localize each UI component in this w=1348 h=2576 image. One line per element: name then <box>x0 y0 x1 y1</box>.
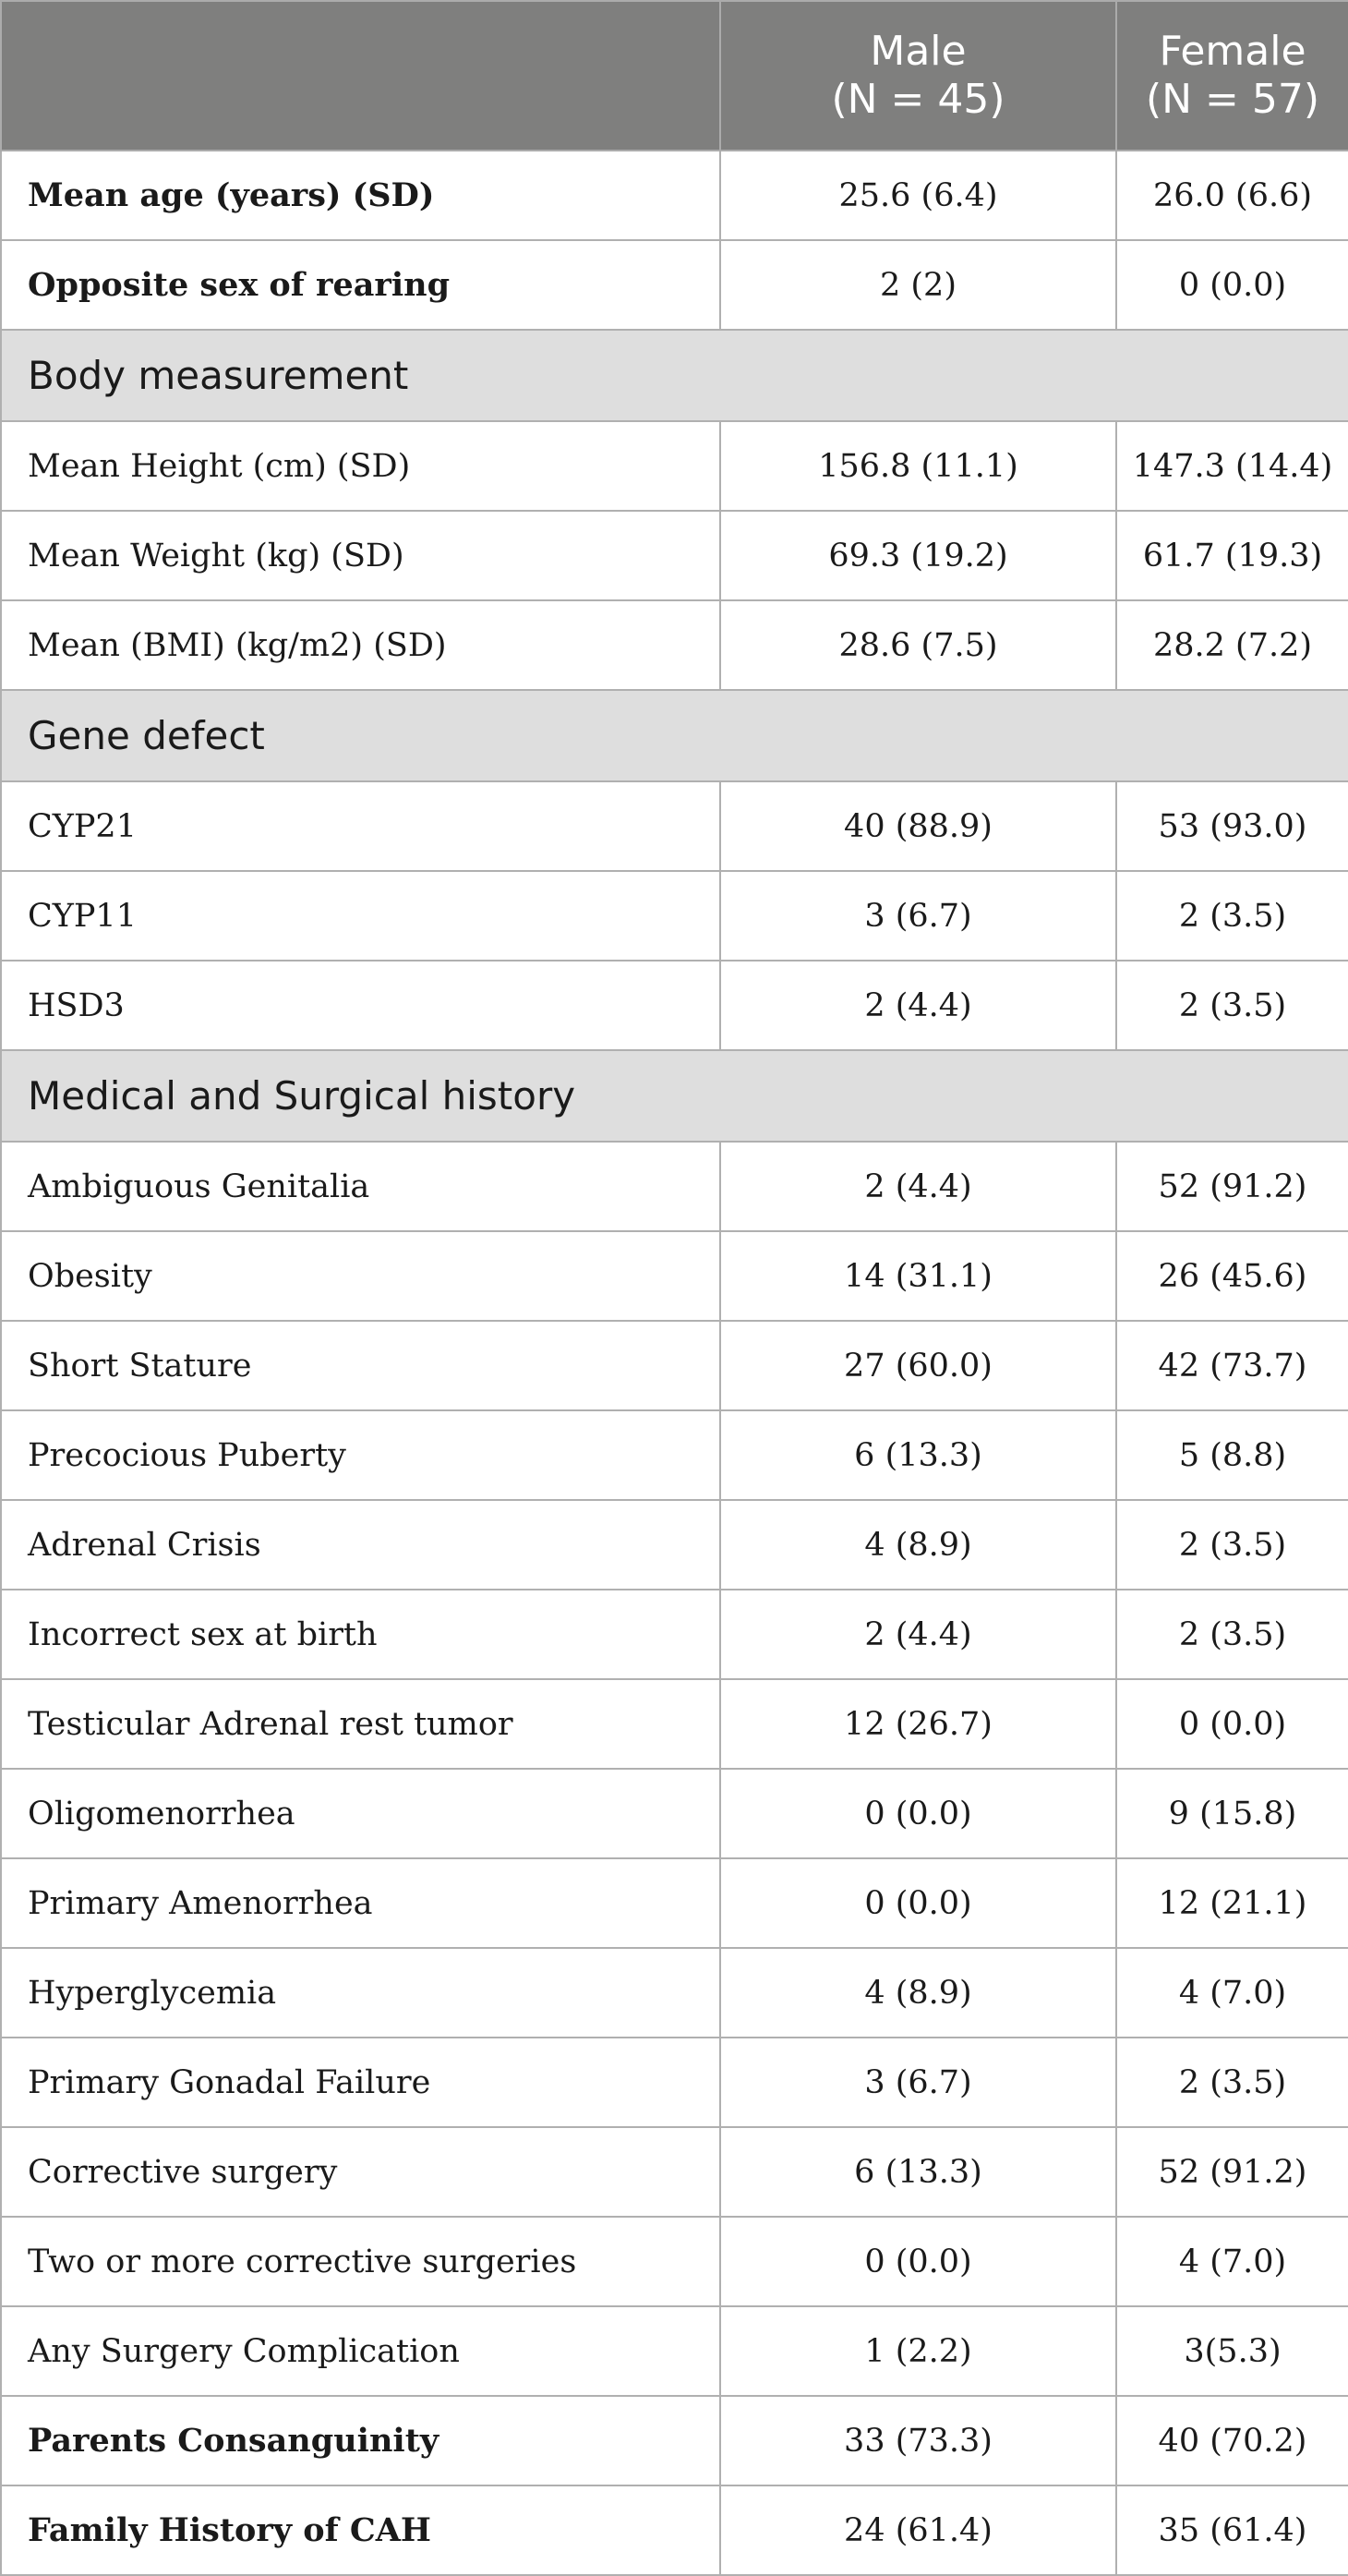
female-value: 26 (45.6) <box>1116 1231 1348 1321</box>
row-label: Corrective surgery <box>1 2127 720 2217</box>
row-oligomenorrhea <box>1 1769 1348 1858</box>
male-label: Male <box>870 28 967 75</box>
section-title: Gene defect <box>1 690 1348 781</box>
male-value: 40 (88.9) <box>720 781 1116 871</box>
female-label: Female <box>1159 28 1306 75</box>
row-label: Obesity <box>1 1231 720 1321</box>
row-label: Oligomenorrhea <box>1 1769 720 1858</box>
male-value: 33 (73.3) <box>720 2396 1116 2485</box>
row-ambiguous-genitalia <box>1 1142 1348 1231</box>
male-value: 2 (4.4) <box>720 1142 1116 1231</box>
female-value: 0 (0.0) <box>1116 240 1348 330</box>
female-value: 53 (93.0) <box>1116 781 1348 871</box>
female-value: 2 (3.5) <box>1116 961 1348 1050</box>
male-value: 2 (4.4) <box>720 961 1116 1050</box>
row-gonadal-failure <box>1 2038 1348 2127</box>
row-cyp21 <box>1 781 1348 871</box>
row-two-or-more-surgeries <box>1 2217 1348 2306</box>
row-label: Parents Consanguinity <box>1 2396 720 2485</box>
female-value: 52 (91.2) <box>1116 1142 1348 1231</box>
row-label: Mean Height (cm) (SD) <box>1 421 720 511</box>
header-male <box>720 1 1116 151</box>
male-value: 3 (6.7) <box>720 2038 1116 2127</box>
male-value: 24 (61.4) <box>720 2485 1116 2575</box>
female-value: 0 (0.0) <box>1116 1679 1348 1769</box>
row-label: Mean Weight (kg) (SD) <box>1 511 720 600</box>
row-hyperglycemia <box>1 1948 1348 2038</box>
male-value: 25.6 (6.4) <box>720 151 1116 240</box>
row-label: Primary Gonadal Failure <box>1 2038 720 2127</box>
row-surgery-complication <box>1 2306 1348 2396</box>
row-parents-consanguinity <box>1 2396 1348 2485</box>
header-empty-cell <box>1 1 720 151</box>
row-precocious-puberty <box>1 1410 1348 1500</box>
row-label: Adrenal Crisis <box>1 1500 720 1590</box>
female-value: 61.7 (19.3) <box>1116 511 1348 600</box>
female-value: 4 (7.0) <box>1116 2217 1348 2306</box>
male-value: 2 (2) <box>720 240 1116 330</box>
male-value: 6 (13.3) <box>720 2127 1116 2217</box>
female-value: 147.3 (14.4) <box>1116 421 1348 511</box>
male-value: 1 (2.2) <box>720 2306 1116 2396</box>
male-value: 2 (4.4) <box>720 1590 1116 1679</box>
row-label: Testicular Adrenal rest tumor <box>1 1679 720 1769</box>
row-label: CYP11 <box>1 871 720 961</box>
row-label: Short Stature <box>1 1321 720 1410</box>
section-medical-surgical <box>1 1050 1348 1142</box>
row-label: Precocious Puberty <box>1 1410 720 1500</box>
male-value: 4 (8.9) <box>720 1948 1116 2038</box>
row-label: Two or more corrective surgeries <box>1 2217 720 2306</box>
row-primary-amenorrhea <box>1 1858 1348 1948</box>
female-value: 52 (91.2) <box>1116 2127 1348 2217</box>
row-label: Mean age (years) (SD) <box>1 151 720 240</box>
male-value: 27 (60.0) <box>720 1321 1116 1410</box>
female-value: 2 (3.5) <box>1116 871 1348 961</box>
section-body-measurement <box>1 330 1348 421</box>
row-adrenal-crisis <box>1 1500 1348 1590</box>
row-label: Ambiguous Genitalia <box>1 1142 720 1231</box>
male-value: 156.8 (11.1) <box>720 421 1116 511</box>
male-value: 0 (0.0) <box>720 1858 1116 1948</box>
row-weight <box>1 511 1348 600</box>
row-label: Incorrect sex at birth <box>1 1590 720 1679</box>
female-value: 2 (3.5) <box>1116 1590 1348 1679</box>
male-value: 12 (26.7) <box>720 1679 1116 1769</box>
female-n: (N = 57) <box>1145 76 1320 123</box>
row-incorrect-sex <box>1 1590 1348 1679</box>
female-value: 26.0 (6.6) <box>1116 151 1348 240</box>
row-short-stature <box>1 1321 1348 1410</box>
male-value: 0 (0.0) <box>720 1769 1116 1858</box>
row-cyp11 <box>1 871 1348 961</box>
female-value: 9 (15.8) <box>1116 1769 1348 1858</box>
section-title: Medical and Surgical history <box>1 1050 1348 1142</box>
male-value: 69.3 (19.2) <box>720 511 1116 600</box>
male-value: 3 (6.7) <box>720 871 1116 961</box>
row-corrective-surgery <box>1 2127 1348 2217</box>
female-value: 42 (73.7) <box>1116 1321 1348 1410</box>
header-row <box>1 1 1348 151</box>
row-opposite-sex <box>1 240 1348 330</box>
row-family-history <box>1 2485 1348 2575</box>
female-value: 4 (7.0) <box>1116 1948 1348 2038</box>
row-obesity <box>1 1231 1348 1321</box>
row-label: Opposite sex of rearing <box>1 240 720 330</box>
row-bmi <box>1 600 1348 690</box>
female-value: 2 (3.5) <box>1116 1500 1348 1590</box>
female-value: 3(5.3) <box>1116 2306 1348 2396</box>
section-title: Body measurement <box>1 330 1348 421</box>
row-testicular-tumor <box>1 1679 1348 1769</box>
section-gene-defect <box>1 690 1348 781</box>
row-hsd3 <box>1 961 1348 1050</box>
male-n: (N = 45) <box>831 76 1005 123</box>
female-value: 35 (61.4) <box>1116 2485 1348 2575</box>
row-label: Mean (BMI) (kg/m2) (SD) <box>1 600 720 690</box>
female-value: 2 (3.5) <box>1116 2038 1348 2127</box>
male-value: 4 (8.9) <box>720 1500 1116 1590</box>
male-value: 28.6 (7.5) <box>720 600 1116 690</box>
header-female <box>1116 1 1348 151</box>
row-height <box>1 421 1348 511</box>
female-value: 28.2 (7.2) <box>1116 600 1348 690</box>
row-label: CYP21 <box>1 781 720 871</box>
male-value: 0 (0.0) <box>720 2217 1116 2306</box>
row-label: Any Surgery Complication <box>1 2306 720 2396</box>
female-value: 40 (70.2) <box>1116 2396 1348 2485</box>
female-value: 12 (21.1) <box>1116 1858 1348 1948</box>
row-label: Hyperglycemia <box>1 1948 720 2038</box>
female-value: 5 (8.8) <box>1116 1410 1348 1500</box>
row-label: HSD3 <box>1 961 720 1050</box>
male-value: 14 (31.1) <box>720 1231 1116 1321</box>
male-value: 6 (13.3) <box>720 1410 1116 1500</box>
row-mean-age <box>1 151 1348 240</box>
row-label: Primary Amenorrhea <box>1 1858 720 1948</box>
row-label: Family History of CAH <box>1 2485 720 2575</box>
